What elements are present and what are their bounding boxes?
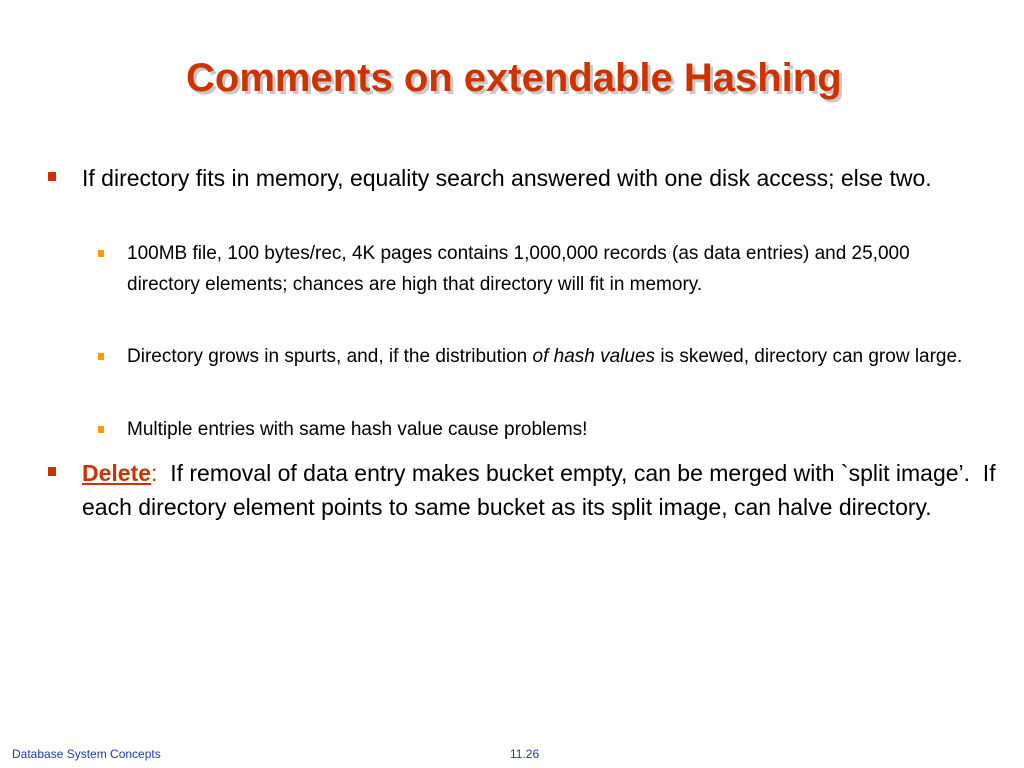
sub-bullet-multiple-entries: [98, 414, 978, 445]
bullet-text: [82, 456, 1002, 524]
sub-bullet-100mb-file: [98, 238, 978, 300]
footer-page-number: 11.26: [510, 747, 540, 761]
emphasis-hash-values: of hash values: [532, 346, 656, 367]
bullet-square-icon: [98, 426, 104, 433]
bullet-square-icon: [48, 467, 56, 476]
delete-link[interactable]: Delete: [82, 460, 152, 486]
sub-bullet-directory-grows: [98, 341, 978, 372]
slide-title: Comments on extendable Hashing: [186, 56, 842, 100]
bullet-text: If directory fits in memory, equality search answered with one disk access; else two.: [82, 165, 932, 191]
sub-bullet-text: Multiple entries with same hash value cause problems!: [127, 419, 588, 440]
sub-bullet-text: 100MB file, 100 bytes/rec, 4K pages contains 1,000,000 records (as data entries) and 25,000 directory elements; chances are high that directory will fit in memory.: [127, 243, 910, 295]
bullet-square-icon: [48, 172, 56, 181]
sub-bullet-text: [127, 341, 978, 372]
footer-course-title: Database System Concepts: [12, 747, 161, 761]
bullet-square-icon: [98, 353, 104, 360]
sub-bullet-text-after: is skewed, directory can grow large.: [655, 346, 963, 367]
delete-text: If removal of data entry makes bucket empty, can be merged with `split image’. If each directory element points to same bucket as its split image, can halve directory.: [82, 460, 1002, 520]
bullet-directory-in-memory: [48, 161, 998, 195]
bullet-delete: [48, 456, 1002, 524]
sub-bullet-text-before: Directory grows in spurts, and, if the distribution: [127, 346, 533, 367]
bullet-square-icon: [98, 250, 104, 257]
delete-colon: :: [151, 460, 158, 486]
